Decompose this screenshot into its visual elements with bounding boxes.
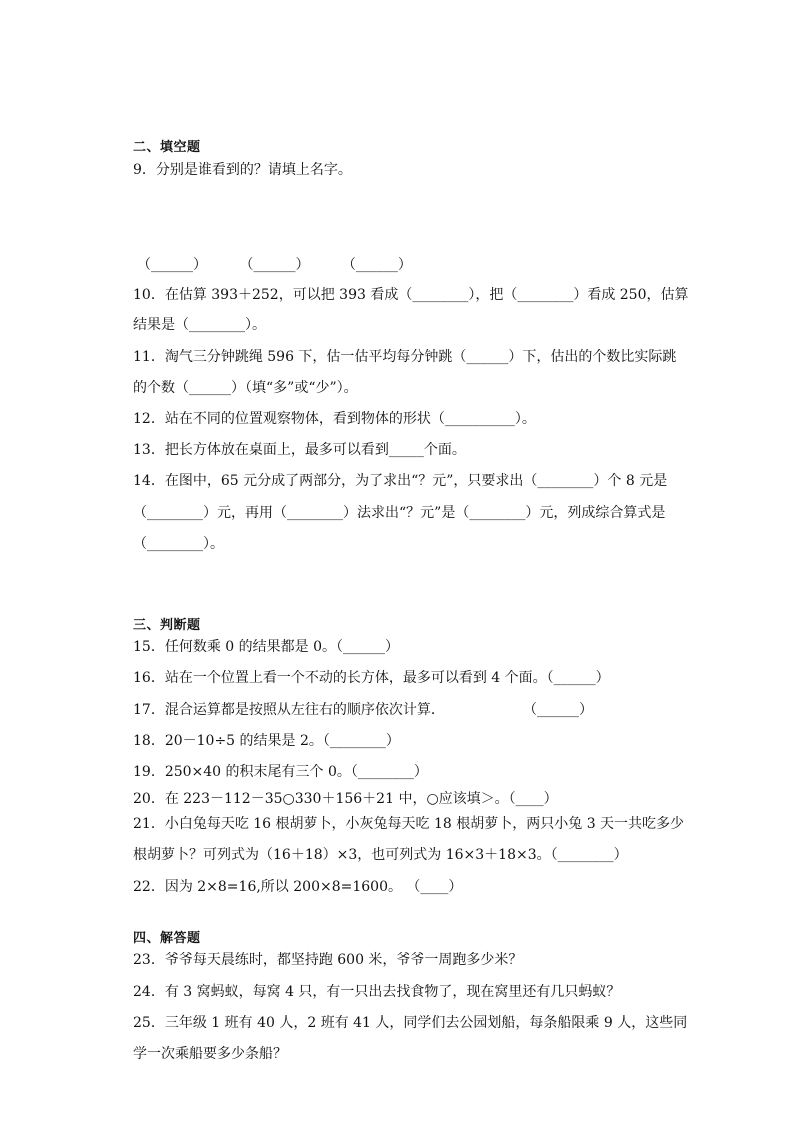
section-solve-heading: 四、解答题 bbox=[133, 931, 201, 946]
question-14-line-2: （________）元，再用（________）法求出“？元”是（________）元，列成综合算式是 bbox=[133, 505, 666, 521]
question-22: 22．因为 2×8=16,所以 200×8=1600。 （____） bbox=[133, 879, 463, 895]
question-16: 16．站在一个位置上看一个不动的长方体，最多可以看到 4 个面。（______） bbox=[133, 670, 610, 686]
question-10-line-1: 10．在估算 393＋252，可以把 393 看成（________），把（________）看成 250，估算 bbox=[133, 287, 689, 303]
question-15: 15．任何数乘 0 的结果都是 0。（______） bbox=[133, 639, 399, 655]
question-17: 17．混合运算都是按照从左往右的顺序依次计算． bbox=[133, 702, 445, 718]
question-11-line-1: 11．淘气三分钟跳绳 596 下，估一估平均每分钟跳（______）下，估出的个数比实际跳 bbox=[133, 349, 677, 365]
question-9: 9．分别是谁看到的？请填上名字。 bbox=[133, 162, 352, 178]
q9-blank-1: （______） bbox=[137, 257, 207, 273]
question-10-line-2: 结果是（________）。 bbox=[133, 317, 266, 333]
question-17-blank: （______） bbox=[523, 702, 593, 718]
question-11-line-2: 的个数（______）（填“多”或“少”）。 bbox=[133, 380, 358, 396]
question-12: 12．站在不同的位置观察物体，看到物体的形状（__________）。 bbox=[133, 411, 536, 427]
question-18: 18．20－10÷5 的结果是 2。（________） bbox=[133, 733, 400, 749]
section-judge-heading: 三、判断题 bbox=[133, 618, 201, 633]
question-13: 13．把长方体放在桌面上，最多可以看到_____个面。 bbox=[133, 442, 466, 458]
question-25-line-1: 25．三年级 1 班有 40 人，2 班有 41 人，同学们去公园划船，每条船限乘 9 人，这些同 bbox=[133, 1015, 688, 1031]
question-20: 20．在 223－112－35○330＋156＋21 中，○应该填＞。（____） bbox=[133, 791, 558, 807]
question-21-line-2: 根胡萝卜？可列式为（16＋18）×3，也可列式为 16×3＋18×3。（________） bbox=[133, 847, 628, 863]
question-14-line-3: （________）。 bbox=[133, 536, 224, 552]
question-19: 19．250×40 的积末尾有三个 0。（________） bbox=[133, 764, 428, 780]
question-24: 24．有 3 窝蚂蚁，每窝 4 只，有一只出去找食物了，现在窝里还有几只蚂蚁？ bbox=[133, 984, 621, 1000]
section-fill-heading: 二、填空题 bbox=[133, 140, 201, 155]
question-14-line-1: 14．在图中，65 元分成了两部分，为了求出“？元”，只要求出（________）个 8 元是 bbox=[133, 473, 668, 489]
question-21-line-1: 21．小白兔每天吃 16 根胡萝卜，小灰兔每天吃 18 根胡萝卜，两只小兔 3 天一共吃多少 bbox=[133, 816, 685, 832]
question-25-line-2: 学一次乘船要多少条船？ bbox=[133, 1046, 287, 1062]
q9-blank-2: （______） bbox=[239, 257, 310, 273]
q9-blank-3: （______） bbox=[341, 257, 412, 273]
question-23: 23．爷爷每天晨练时，都坚持跑 600 米，爷爷一周跑多少米？ bbox=[133, 952, 523, 968]
q9-blank-row bbox=[137, 254, 440, 274]
